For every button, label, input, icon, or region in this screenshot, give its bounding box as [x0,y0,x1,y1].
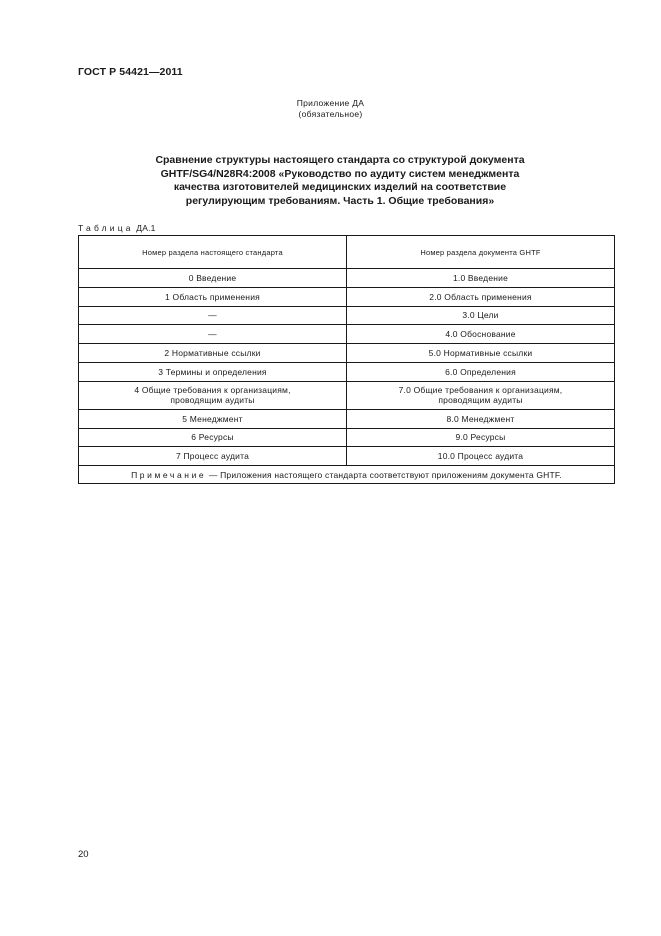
table-row [79,287,615,306]
table-cell [79,381,347,409]
table-cell: 4.0 Обоснование [347,325,615,344]
table-cell: 9.0 Ресурсы [347,428,615,447]
title-line: регулирующим требованиям. Часть 1. Общие требования» [185,194,495,207]
table-row [79,344,615,363]
table-row [79,447,615,466]
table-row [79,409,615,428]
table-row [79,325,615,344]
title-line: качества изготовителей медицинских изделий на соответствие [173,181,507,193]
table-cell: 2.0 Область применения [347,287,615,306]
table-row [79,428,615,447]
table-cell: 1.0 Введение [347,269,615,288]
table-caption [78,223,156,233]
table-row [79,362,615,381]
note-text: — Приложения настоящего стандарта соответствуют приложениям документа GHTF. [208,469,562,480]
table-row [79,306,615,325]
table-row [79,381,615,409]
table-cell: 6 Ресурсы [79,428,347,447]
table-cell: 0 Введение [79,269,347,288]
table-cell: 2 Нормативные ссылки [79,344,347,363]
table-cell: 5.0 Нормативные ссылки [347,344,615,363]
table-cell: 10.0 Процесс аудита [347,447,615,466]
appendix-label: Приложение ДА [296,98,365,108]
table-cell: 8.0 Менеджмент [347,409,615,428]
cell-line: 4 Общие требования к организациям, [134,385,291,396]
table-cell: — [79,325,347,344]
document-code: ГОСТ Р 54421—2011 [78,66,183,78]
table-note [79,466,615,484]
table-note-row [79,466,615,484]
appendix-title [110,154,570,208]
appendix-heading [0,98,661,120]
note-word: Примечание [131,469,207,480]
table-cell: 3.0 Цели [347,306,615,325]
table-cell [347,381,615,409]
title-line: GHTF/SG4/N28R4:2008 «Руководство по аудиту систем менеджмента [160,167,520,180]
cell-line: 7.0 Общие требования к организациям, [398,385,563,396]
table-cell: 6.0 Определения [347,362,615,381]
table-cell: 3 Термины и определения [79,362,347,381]
table-cell: 1 Область применения [79,287,347,306]
table-cell: 7 Процесс аудита [79,447,347,466]
column-header-ghtf: Номер раздела документа GHTF [347,236,615,269]
appendix-status: (обязательное) [298,109,363,119]
table-header-row [79,236,615,269]
table-caption-id: ДА.1 [136,223,156,233]
table-cell: 5 Менеджмент [79,409,347,428]
cell-line: проводящим аудиты [438,395,523,406]
table-caption-word: Таблица [78,223,134,233]
column-header-standard: Номер раздела настоящего стандарта [79,236,347,269]
comparison-table [78,235,615,484]
table-row [79,269,615,288]
page-number: 20 [78,849,89,860]
table-cell: — [79,306,347,325]
cell-line: проводящим аудиты [170,395,255,406]
title-line: Сравнение структуры настоящего стандарта со структурой документа [155,154,525,166]
